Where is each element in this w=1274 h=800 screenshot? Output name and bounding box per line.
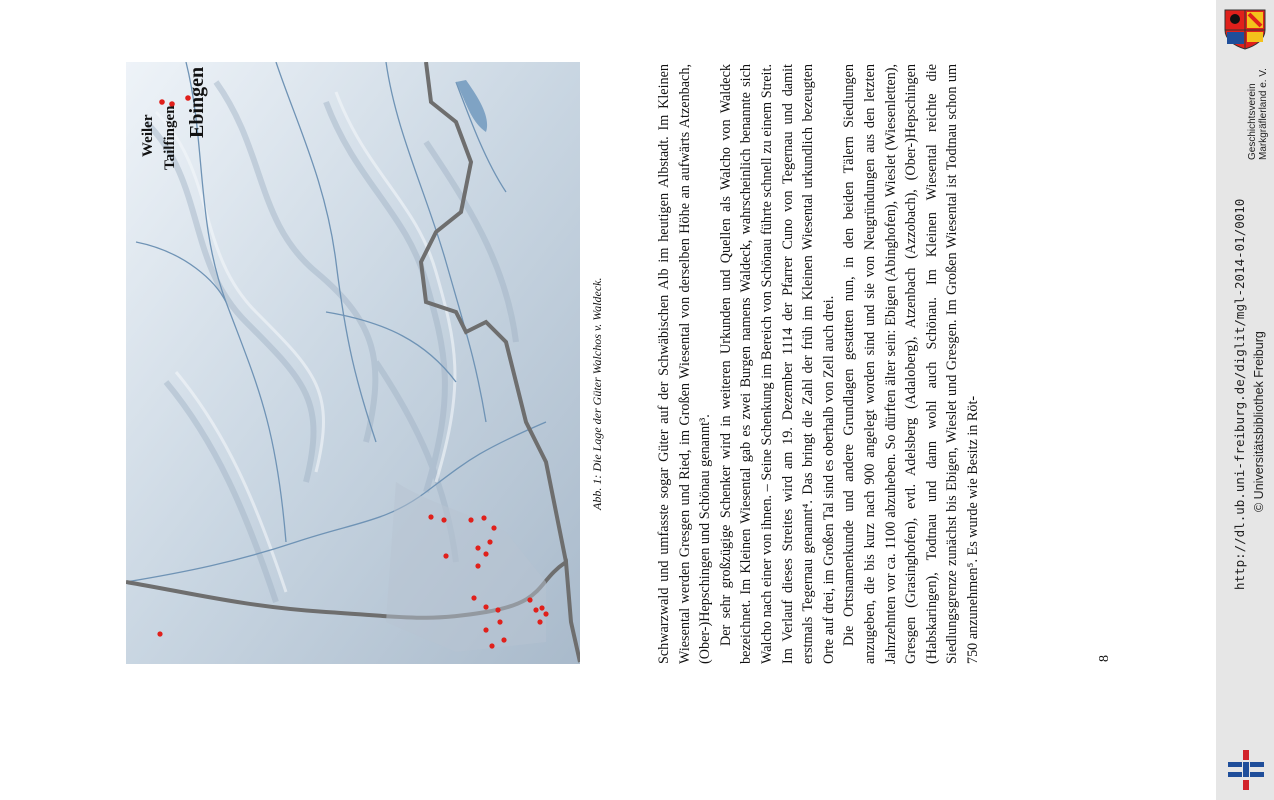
map-drawing	[126, 62, 580, 664]
copyright-notice: © Universitätsbibliothek Freiburg	[1252, 331, 1266, 512]
permalink-url[interactable]: http://dl.ub.uni-freiburg.de/diglit/mgl-2014-01/0010	[1232, 198, 1247, 590]
page-number: 8	[1097, 655, 1112, 662]
figure-caption: Abb. 1: Die Lage der Güter Walchos v. Waldeck.	[590, 277, 604, 510]
map-figure	[126, 62, 580, 664]
society-name	[1247, 68, 1269, 160]
society-crest-icon	[1222, 8, 1268, 50]
society-line: Geschichtsverein	[1247, 83, 1258, 160]
body-text	[654, 64, 1064, 664]
society-line: Markgräflerland e. V.	[1258, 68, 1269, 160]
map-label-ebingen: Ebingen	[186, 66, 208, 138]
paragraph: Schwarzwald und umfasste sogar Güter auf der Schwäbischen Alb im heutigen Albstadt. Im Kleinen Wiesental werden Gresgen und Ried, im Großen Wiesental von derselben Höhe an aufwärts Atzenbach, (Ober-)Hepschingen und Schönau genannt³.	[656, 64, 714, 664]
map-label-tailfingen: Tailfingen	[162, 105, 178, 170]
map-label-weiler: Weiler	[140, 114, 156, 157]
paragraph: Die Ortsnamenkunde und andere Grundlagen gestatten nun, in den beiden Tälern Siedlungen anzugeben, die bis kurz nach 900 angelegt worden sind und sie von Neugründungen aus den letzten Jahrzehnten vor ca. 1100 abzuheben. So dürften älter sein: Ebigen (Abinghofen), Wieslet (Wiesenletten), Gresgen (Grasinghofen), evtl. Adelsberg (Adaloberg), Atzenbach (Azzobach), (Ober-)Hepschingen (Habskaringen), Todtnau und dann wohl auch Schönau. Im Kleinen Wiesental reichte die Siedlungsgrenze zunächst bis Ebigen, Wieslet und Gresgen. Im Großen Wiesental ist Todtnau schon um 750 anzunehmen⁵. Es wurde wie Besitz in Röt-	[841, 64, 981, 664]
ub-freiburg-logo-icon	[1224, 748, 1268, 792]
paragraph: Der sehr großzügige Schenker wird in weiteren Urkunden und Quellen als Walcho von Waldeck bezeichnet. Im Kleinen Wiesental gab es zwei Burgen namens Waldeck, wahrscheinlich benannte sich Walcho nach einer von ihnen. – Seine Schenkung im Bereich von Schönau führte schnell zu einem Streit. Im Verlauf dieses Streites wird am 19. Dezember 1114 der Pfarrer Cuno von Tegernau und damit erstmals Tegernau genannt⁴. Das bringt die Zahl der früh im Kleinen Wiesental urkundlich bezeugten Orte auf drei, im Großen Tal sind es oberhalb von Zell auch drei.	[717, 64, 837, 664]
